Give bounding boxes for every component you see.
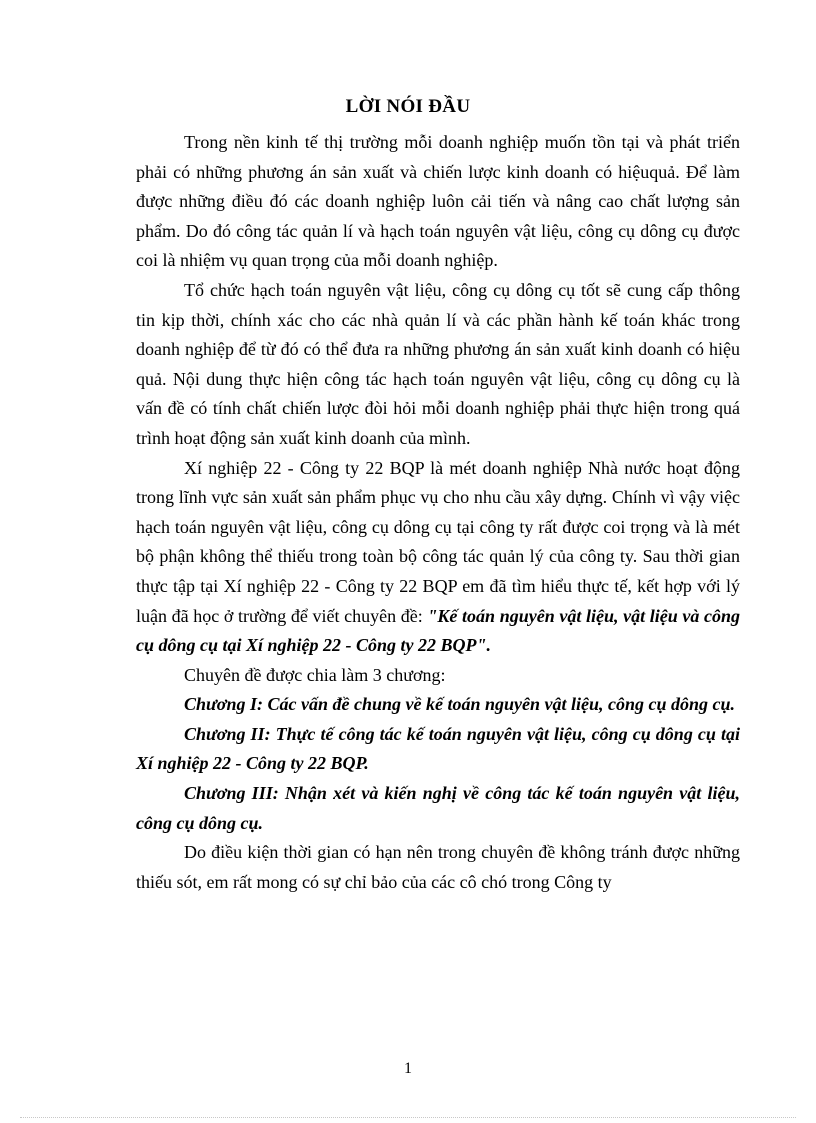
chapter-item: Chương II: Thực tế công tác kế toán nguyên vật liệu, công cụ dông cụ tại Xí nghiệp 22 - Công ty 22 BQP. <box>136 723 740 774</box>
chapter-item: Chương I: Các vấn đề chung về kế toán nguyên vật liệu, công cụ dông cụ. <box>184 694 735 715</box>
chapters-intro: Chuyên đề được chia làm 3 chương: <box>184 664 446 685</box>
report-topic: "Kế toán nguyên vật liệu, vật liệu và công cụ dông cụ tại Xí nghiệp 22 - Công ty 22 BQP". <box>136 605 741 656</box>
paragraph-closing: Do điều kiện thời gian có hạn nên trong chuyên đề không tránh được những thiếu sót, em rất mong có sự chỉ bảo của các cô chó trong Công ty <box>136 842 740 892</box>
document-body <box>136 128 740 897</box>
chapter-item: Chương III: Nhận xét và kiến nghị về công tác kế toán nguyên vật liệu, công cụ dông cụ. <box>136 783 740 833</box>
page-title: LỜI NÓI ĐẦU <box>345 96 471 117</box>
paragraph-company-text: Xí nghiệp 22 - Công ty 22 BQP là mét doanh nghiệp Nhà nước hoạt động trong lĩnh vực sản xuất sản phẩm phục vụ cho nhu cầu xây dựng. Chính vì vậy việc hạch toán nguyên vật liệu, công cụ dông cụ tại công ty rất được coi trọng và là mét bộ phận không thể thiếu trong toàn bộ công tác quản lý của công ty. Sau thời gian thực tập tại Xí nghiệp 22 - Công ty 22 BQP em đã tìm hiểu thực tế, kết hợp với lý luận đã học ở trường để viết chuyên đề: <box>136 457 740 626</box>
paragraph-organization: Tổ chức hạch toán nguyên vật liệu, công cụ dông cụ tốt sẽ cung cấp thông tin kịp thời, chính xác cho các nhà quản lí và các phần hành kế toán khác trong doanh nghiệp để từ đó có thể đưa ra những phương án sản xuất kinh doanh có hiệu quả. Nội dung thực hiện công tác hạch toán nguyên vật liệu, công cụ dông cụ là vấn đề có tính chất chiến lược đòi hỏi mỗi doanh nghiệp phải thực hiện trong quá trình hoạt động sản xuất kinh doanh của mình. <box>136 279 740 448</box>
chapter-list <box>136 690 740 838</box>
paragraph-company <box>136 454 740 661</box>
page-number: 1 <box>404 1060 412 1077</box>
footer-divider <box>20 1117 796 1118</box>
paragraph-intro: Trong nền kinh tế thị trường mỗi doanh nghiệp muốn tồn tại và phát triển phải có những phương án sản xuất và chiến lược kinh doanh có hiệuquả. Để làm được những điều đó các doanh nghiệp luôn cải tiến và nâng cao chất lượng sản phẩm. Do đó công tác quản lí và hạch toán nguyên vật liệu, công cụ dông cụ được coi là nhiệm vụ quan trọng của mỗi doanh nghiệp. <box>136 132 740 271</box>
